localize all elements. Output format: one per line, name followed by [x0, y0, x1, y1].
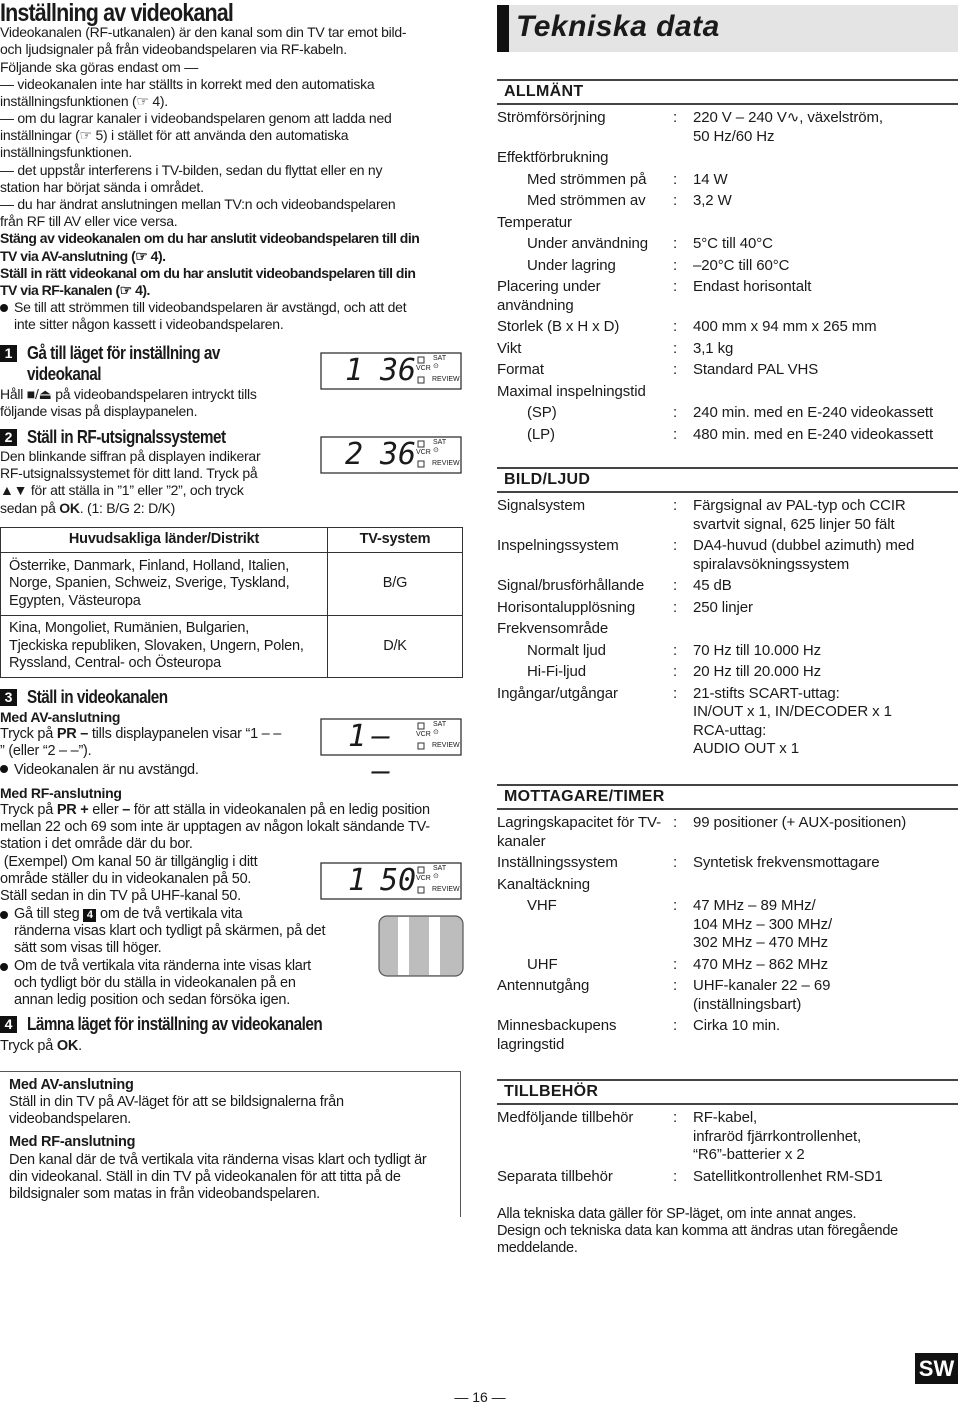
step-3-heading	[0, 687, 192, 708]
spec-label: Format	[497, 361, 544, 378]
spec-row	[497, 361, 958, 383]
spec-row	[497, 1109, 958, 1168]
spec-colon	[673, 214, 693, 233]
av-result-text: Videokanalen är nu avstängd.	[14, 762, 199, 778]
column-header-countries: Huvudsakliga länder/Distrikt	[1, 528, 328, 553]
spec-label: Placering under användning	[497, 278, 601, 314]
power-off-note	[0, 299, 406, 333]
spec-label: Effektförbrukning	[497, 149, 609, 166]
spec-label: Normalt ljud	[527, 641, 606, 659]
spec-section-allmänt	[497, 79, 958, 447]
display-digit-a: 1	[348, 719, 367, 754]
spec-value: 3,2 W	[693, 192, 732, 209]
spec-row	[497, 599, 958, 621]
step-number-badge: 2	[0, 429, 17, 446]
spec-colon: :	[673, 425, 678, 443]
spec-row	[497, 977, 958, 1017]
spec-colon	[673, 383, 693, 402]
spec-section-tillbehör	[497, 1079, 958, 1189]
tv-system-table	[0, 527, 463, 678]
spec-value: UHF-kanaler 22 – 69 (inställningsbart)	[693, 977, 831, 1013]
spec-label: Vikt	[497, 339, 522, 357]
spec-colon: :	[673, 977, 678, 994]
stripe-unclear-note	[0, 958, 311, 1010]
spec-label: Under lagring	[527, 256, 616, 274]
spec-value: Cirka 10 min.	[693, 1017, 781, 1034]
spec-label: Ingångar/utgångar	[497, 684, 618, 702]
note-box	[0, 1071, 461, 1217]
tv-system-cell: B/G	[328, 553, 463, 616]
spec-label: (SP)	[527, 404, 557, 421]
step-2-text	[0, 448, 260, 517]
display-digit-b: – –	[372, 719, 391, 789]
spec-label: Signal/brusförhållande	[497, 577, 645, 594]
condition-2: — om du lagrar kanaler i videobandspelaren genom att ladda ned inställningar (☞ 5) i stället för att använda den automatiska inställningsfunktionen.	[0, 110, 392, 161]
spec-value: DA4-huvud (dubbel azimuth) med spiralavsökningssystem	[693, 537, 915, 573]
spec-colon: :	[673, 598, 678, 616]
tv-screen-stripes-illustration	[378, 915, 464, 977]
spec-section-title: BILD/LJUD	[497, 467, 958, 493]
spec-colon: :	[673, 814, 678, 831]
spec-label: Under användning	[527, 235, 648, 252]
bullet-icon	[0, 963, 8, 971]
step-number-badge: 3	[0, 689, 17, 706]
spec-colon: :	[673, 955, 678, 973]
spec-row	[497, 854, 958, 876]
spec-value: 70 Hz till 10.000 Hz	[693, 641, 822, 659]
spec-value: 99 positioner (+ AUX-positionen)	[693, 814, 907, 831]
spec-label: Medföljande tillbehör	[497, 1109, 634, 1126]
av-result-note	[0, 762, 199, 779]
spec-value: 480 min. med en E-240 videokassett	[693, 425, 934, 443]
spec-label: Med strömmen av	[527, 192, 646, 209]
spec-colon: :	[673, 361, 678, 378]
display-digit-b: 50	[380, 863, 417, 898]
tv-system-cell: D/K	[328, 616, 463, 678]
spec-label: Separata tillbehör	[497, 1167, 613, 1185]
spec-colon: :	[673, 404, 678, 421]
spec-label: Inspelningssystem	[497, 537, 619, 554]
spec-label: Maximal inspelningstid	[497, 382, 646, 400]
spec-value: Färgsignal av PAL-typ och CCIR svartvit signal, 625 linjer 50 fält	[693, 497, 906, 533]
b1-text-a: Gå till steg	[14, 906, 84, 922]
display-digit-a: 2	[345, 437, 364, 472]
spec-label: Strömförsörjning	[497, 109, 606, 126]
section-header-bar	[497, 5, 509, 52]
spec-row	[497, 235, 958, 257]
spec-row	[497, 642, 958, 664]
spec-value: 47 MHz – 89 MHz/ 104 MHz – 300 MHz/ 302 MHz – 470 MHz	[693, 897, 833, 951]
spec-row	[497, 214, 958, 236]
spec-title: Tekniska data	[516, 10, 720, 43]
spec-colon: :	[673, 235, 678, 252]
ok-button-label: OK	[59, 499, 80, 516]
table-row	[1, 616, 463, 678]
step-2-text-b: . (1: B/G 2: D/K)	[79, 499, 176, 516]
av-text-a: Tryck på	[0, 726, 57, 742]
rf-connection-text	[0, 802, 430, 854]
spec-row	[497, 577, 958, 599]
spec-section-title: ALLMÄNT	[497, 79, 958, 105]
spec-row	[497, 876, 958, 898]
review-indicator-label: REVIEW	[432, 376, 460, 383]
spec-label: Kanaltäckning	[497, 875, 590, 893]
sat-indicator-label: SAT ⊙	[433, 439, 446, 454]
spec-row	[497, 620, 958, 642]
spec-colon: :	[673, 278, 678, 295]
ok-button-label: OK	[56, 1038, 79, 1054]
spec-section-mottagare-timer	[497, 784, 958, 1057]
review-indicator-label: REVIEW	[432, 742, 460, 749]
spec-row	[497, 814, 958, 854]
bullet-icon	[0, 765, 8, 773]
spec-colon: :	[673, 1167, 678, 1185]
rf-text-a: Tryck på	[0, 802, 57, 818]
av-connection-title: Med AV-anslutning	[0, 709, 121, 725]
spec-colon: :	[673, 1017, 678, 1034]
spec-colon: :	[673, 641, 678, 659]
note-rf-title: Med RF-anslutning	[9, 1134, 136, 1150]
spec-colon: :	[673, 663, 678, 680]
note-rf-text: Den kanal där de två vertikala vita ränderna visas klart och tydligt är din videokanal. Ställ in din TV på videokanalen för att titta på de bildsignaler som matas in från videobandspelaren.	[9, 1152, 427, 1203]
rf-connection-title: Med RF-anslutning	[0, 785, 122, 801]
table-header-row	[1, 528, 463, 553]
page-number: — 16 —	[454, 1389, 506, 1405]
spec-value: 250 linjer	[693, 598, 753, 616]
bullet-icon	[0, 304, 8, 312]
spec-value: 220 V – 240 V∿, växelström, 50 Hz/60 Hz	[693, 109, 883, 145]
spec-value: 20 Hz till 20.000 Hz	[693, 663, 822, 680]
display-digit-a: 1	[345, 353, 364, 388]
step-1-title: Gå till läget för inställning av videokanal	[27, 343, 220, 384]
spec-value: Endast horisontalt	[693, 278, 812, 295]
display-digit-b: 36	[380, 353, 417, 388]
spec-row	[497, 897, 958, 956]
condition-4: — du har ändrat anslutningen mellan TV:n och videobandspelaren från RF till AV eller vice versa.	[0, 196, 396, 230]
spec-colon	[673, 149, 693, 168]
rf-text-b: eller	[88, 802, 123, 818]
example-text: (Exempel) Om kanal 50 är tillgänglig i ditt område ställer du in videokanalen på 50. Ställ sedan in din TV på UHF-kanal 50.	[0, 854, 258, 905]
spec-label: Frekvensområde	[497, 620, 609, 637]
review-indicator-label: REVIEW	[432, 886, 460, 893]
b1-text-b: om de två vertikala vita ränderna visas klart och tydligt på skärmen, på det sätt som visas till höger.	[14, 906, 326, 957]
step-2-text-a: Den blinkande siffran på displayen indikerar RF-utsignalssystemet för ditt land. Tryck på ▲▼ för att ställa in ”1” eller ”2”, och tryck sedan på	[0, 448, 261, 516]
av-text-b: tills displaypanelen visar “1 – – ” (eller “2 – –”).	[0, 726, 282, 760]
spec-label: Hi-Fi-ljud	[527, 663, 587, 680]
spec-colon: :	[673, 192, 678, 209]
spec-value: 400 mm x 94 mm x 265 mm	[693, 318, 877, 335]
spec-row	[497, 537, 958, 577]
spec-row	[497, 318, 958, 340]
spec-label: UHF	[527, 955, 558, 973]
language-badge: SW	[915, 1353, 958, 1384]
spec-colon: :	[673, 854, 678, 871]
spec-colon: :	[673, 537, 678, 554]
spec-colon: :	[673, 684, 678, 702]
spec-label: Storlek (B x H x D)	[497, 318, 620, 335]
step-number-badge: 1	[0, 345, 17, 362]
spec-colon	[673, 876, 693, 895]
power-off-text: Se till att strömmen till videobandspelaren är avstängd, och att det inte sitter någon kassett i videobandspelaren.	[14, 299, 407, 333]
countries-cell: Kina, Mongoliet, Rumänien, Bulgarien, Tjeckiska republiken, Slovaken, Ungern, Polen, Ryssland, Central- och Östeuropa	[1, 616, 328, 678]
spec-row	[497, 340, 958, 362]
pr-plus-label: PR +	[56, 802, 89, 818]
intro-condition: Följande ska göras endast om —	[0, 58, 198, 75]
spec-label: Temperatur	[497, 213, 572, 231]
spec-row	[497, 257, 958, 279]
spec-colon: :	[673, 1109, 678, 1126]
spec-label: VHF	[527, 897, 557, 914]
spec-value: 21-stifts SCART-uttag: IN/OUT x 1, IN/DECODER x 1 RCA-uttag: AUDIO OUT x 1	[693, 684, 892, 757]
step-number-badge: 4	[0, 1016, 17, 1033]
condition-3: — det uppstår interferens i TV-bilden, sedan du flyttat eller en ny station har börjat sända i området.	[0, 161, 383, 195]
countries-cell: Österrike, Danmark, Finland, Holland, Italien, Norge, Spanien, Schweiz, Sverige, Tyskland, Egypten, Västeuropa	[1, 553, 328, 616]
page-title: Inställning av videokanal	[0, 0, 234, 27]
spec-value: Standard PAL VHS	[693, 361, 819, 378]
av-instruction: Stäng av videokanalen om du har anslutit videobandspelaren till din TV via AV-anslutning (☞ 4).	[0, 230, 420, 264]
spec-value: –20°C till 60°C	[693, 256, 790, 274]
vcr-indicator-label: VCR	[416, 449, 431, 456]
note-av-text: Ställ in din TV på AV-läget för att se bildsignalerna från videobandspelaren.	[9, 1094, 344, 1128]
spec-value: 3,1 kg	[693, 339, 734, 357]
spec-colon: :	[673, 109, 678, 126]
spec-row	[497, 192, 958, 214]
spec-row	[497, 1168, 958, 1190]
spec-row	[497, 497, 958, 537]
step-4-text	[0, 1038, 82, 1055]
step-2-title: Ställ in RF-utsignalssystemet	[27, 427, 226, 447]
spec-row	[497, 426, 958, 448]
spec-value: RF-kabel, infraröd fjärrkontrollenhet, “R6”-batterier x 2	[693, 1109, 862, 1163]
rf-text-c: för att ställa in videokanalen på en ledig position mellan 22 och 69 som inte är upptagen av någon lokalt sändande TV- station i det område där du bor.	[0, 802, 430, 853]
spec-colon: :	[673, 577, 678, 594]
vcr-indicator-label: VCR	[416, 365, 431, 372]
step-4-heading	[0, 1014, 374, 1035]
rf-instruction: Ställ in rätt videokanal om du har anslutit videobandspelaren till din TV via RF-kanalen (☞ 4).	[0, 264, 416, 298]
step-1-heading	[0, 343, 254, 385]
spec-row	[497, 171, 958, 193]
spec-value: 5°C till 40°C	[693, 235, 773, 252]
spec-row	[497, 404, 958, 426]
spec-row	[497, 383, 958, 405]
vcr-indicator-label: VCR	[416, 731, 431, 738]
spec-value: Syntetisk frekvensmottagare	[693, 854, 880, 871]
spec-label: Antennutgång	[497, 977, 590, 994]
spec-row	[497, 663, 958, 685]
spec-colon: :	[673, 170, 678, 188]
bullet-icon	[0, 911, 8, 919]
spec-footnote: Alla tekniska data gäller för SP-läget, om inte annat anges. Design och tekniska data kan komma att ändras utan föregående meddelande.	[497, 1206, 898, 1256]
spec-label: Signalsystem	[497, 497, 586, 514]
display-digit-b: 36	[380, 437, 417, 472]
sat-indicator-label: SAT ⊙	[433, 355, 446, 370]
display-digit-a: 1	[348, 863, 367, 898]
spec-section-title: MOTTAGARE/TIMER	[497, 784, 958, 810]
spec-value: 470 MHz – 862 MHz	[693, 955, 829, 973]
sat-indicator-label: SAT ⊙	[433, 721, 446, 736]
step-4-text-end: .	[78, 1038, 82, 1054]
spec-label: Inställningssystem	[497, 854, 618, 871]
note-av-title: Med AV-anslutning	[9, 1077, 134, 1093]
spec-colon: :	[673, 897, 678, 914]
minus-label: –	[122, 802, 131, 818]
review-indicator-label: REVIEW	[432, 460, 460, 467]
spec-value: 240 min. med en E-240 videokassett	[693, 404, 934, 421]
stripe-unclear-text: Om de två vertikala vita ränderna inte visas klart och tydligt bör du ställa in videokanalen på en annan ledig position och sedan försöka igen.	[14, 958, 311, 1009]
spec-colon: :	[673, 256, 678, 274]
spec-row	[497, 278, 958, 318]
spec-row	[497, 109, 958, 149]
step-number-badge: 4	[83, 909, 96, 922]
spec-colon: :	[673, 318, 678, 335]
spec-value: 45 dB	[693, 577, 732, 594]
stripe-clear-text	[14, 906, 325, 958]
spec-colon	[673, 620, 693, 639]
step-3-title: Ställ in videokanalen	[27, 687, 168, 707]
spec-colon: :	[673, 339, 678, 357]
step-4-title: Lämna läget för inställning av videokanalen	[27, 1014, 323, 1034]
spec-row	[497, 1017, 958, 1057]
spec-row	[497, 685, 958, 762]
table-row	[1, 553, 463, 616]
spec-value: 14 W	[693, 170, 728, 188]
condition-1: — videokanalen inte har ställts in korrekt med den automatiska inställningsfunktionen (☞ 4).	[0, 75, 375, 109]
spec-label: Horisontalupplösning	[497, 598, 636, 616]
sat-indicator-label: SAT ⊙	[433, 865, 446, 880]
spec-label: Med strömmen på	[527, 170, 647, 188]
spec-section-title: TILLBEHÖR	[497, 1079, 958, 1105]
column-header-tv-system: TV-system	[328, 528, 463, 553]
spec-section-bild-ljud	[497, 467, 958, 762]
spec-label: Lagringskapacitet för TV- kanaler	[497, 814, 661, 850]
spec-row	[497, 149, 958, 171]
step-1-text: Håll ■/⏏ på videobandspelaren intryckt tills följande visas på displaypanelen.	[0, 386, 257, 420]
spec-label: Minnesbackupens lagringstid	[497, 1017, 617, 1053]
stripe-clear-note	[0, 906, 325, 958]
intro-paragraph: Videokanalen (RF-utkanalen) är den kanal som din TV tar emot bild- och ljudsignaler på från videobandspelaren via RF-kabeln.	[0, 24, 407, 58]
step-2-heading	[0, 427, 261, 448]
spec-label: (LP)	[527, 425, 555, 443]
vcr-indicator-label: VCR	[416, 875, 431, 882]
spec-value: Satellitkontrollenhet RM-SD1	[693, 1167, 883, 1185]
pr-minus-label: PR –	[56, 726, 89, 742]
av-connection-text	[0, 726, 281, 760]
spec-colon: :	[673, 497, 678, 514]
spec-row	[497, 956, 958, 978]
step-4-text-a: Tryck på	[0, 1038, 57, 1054]
